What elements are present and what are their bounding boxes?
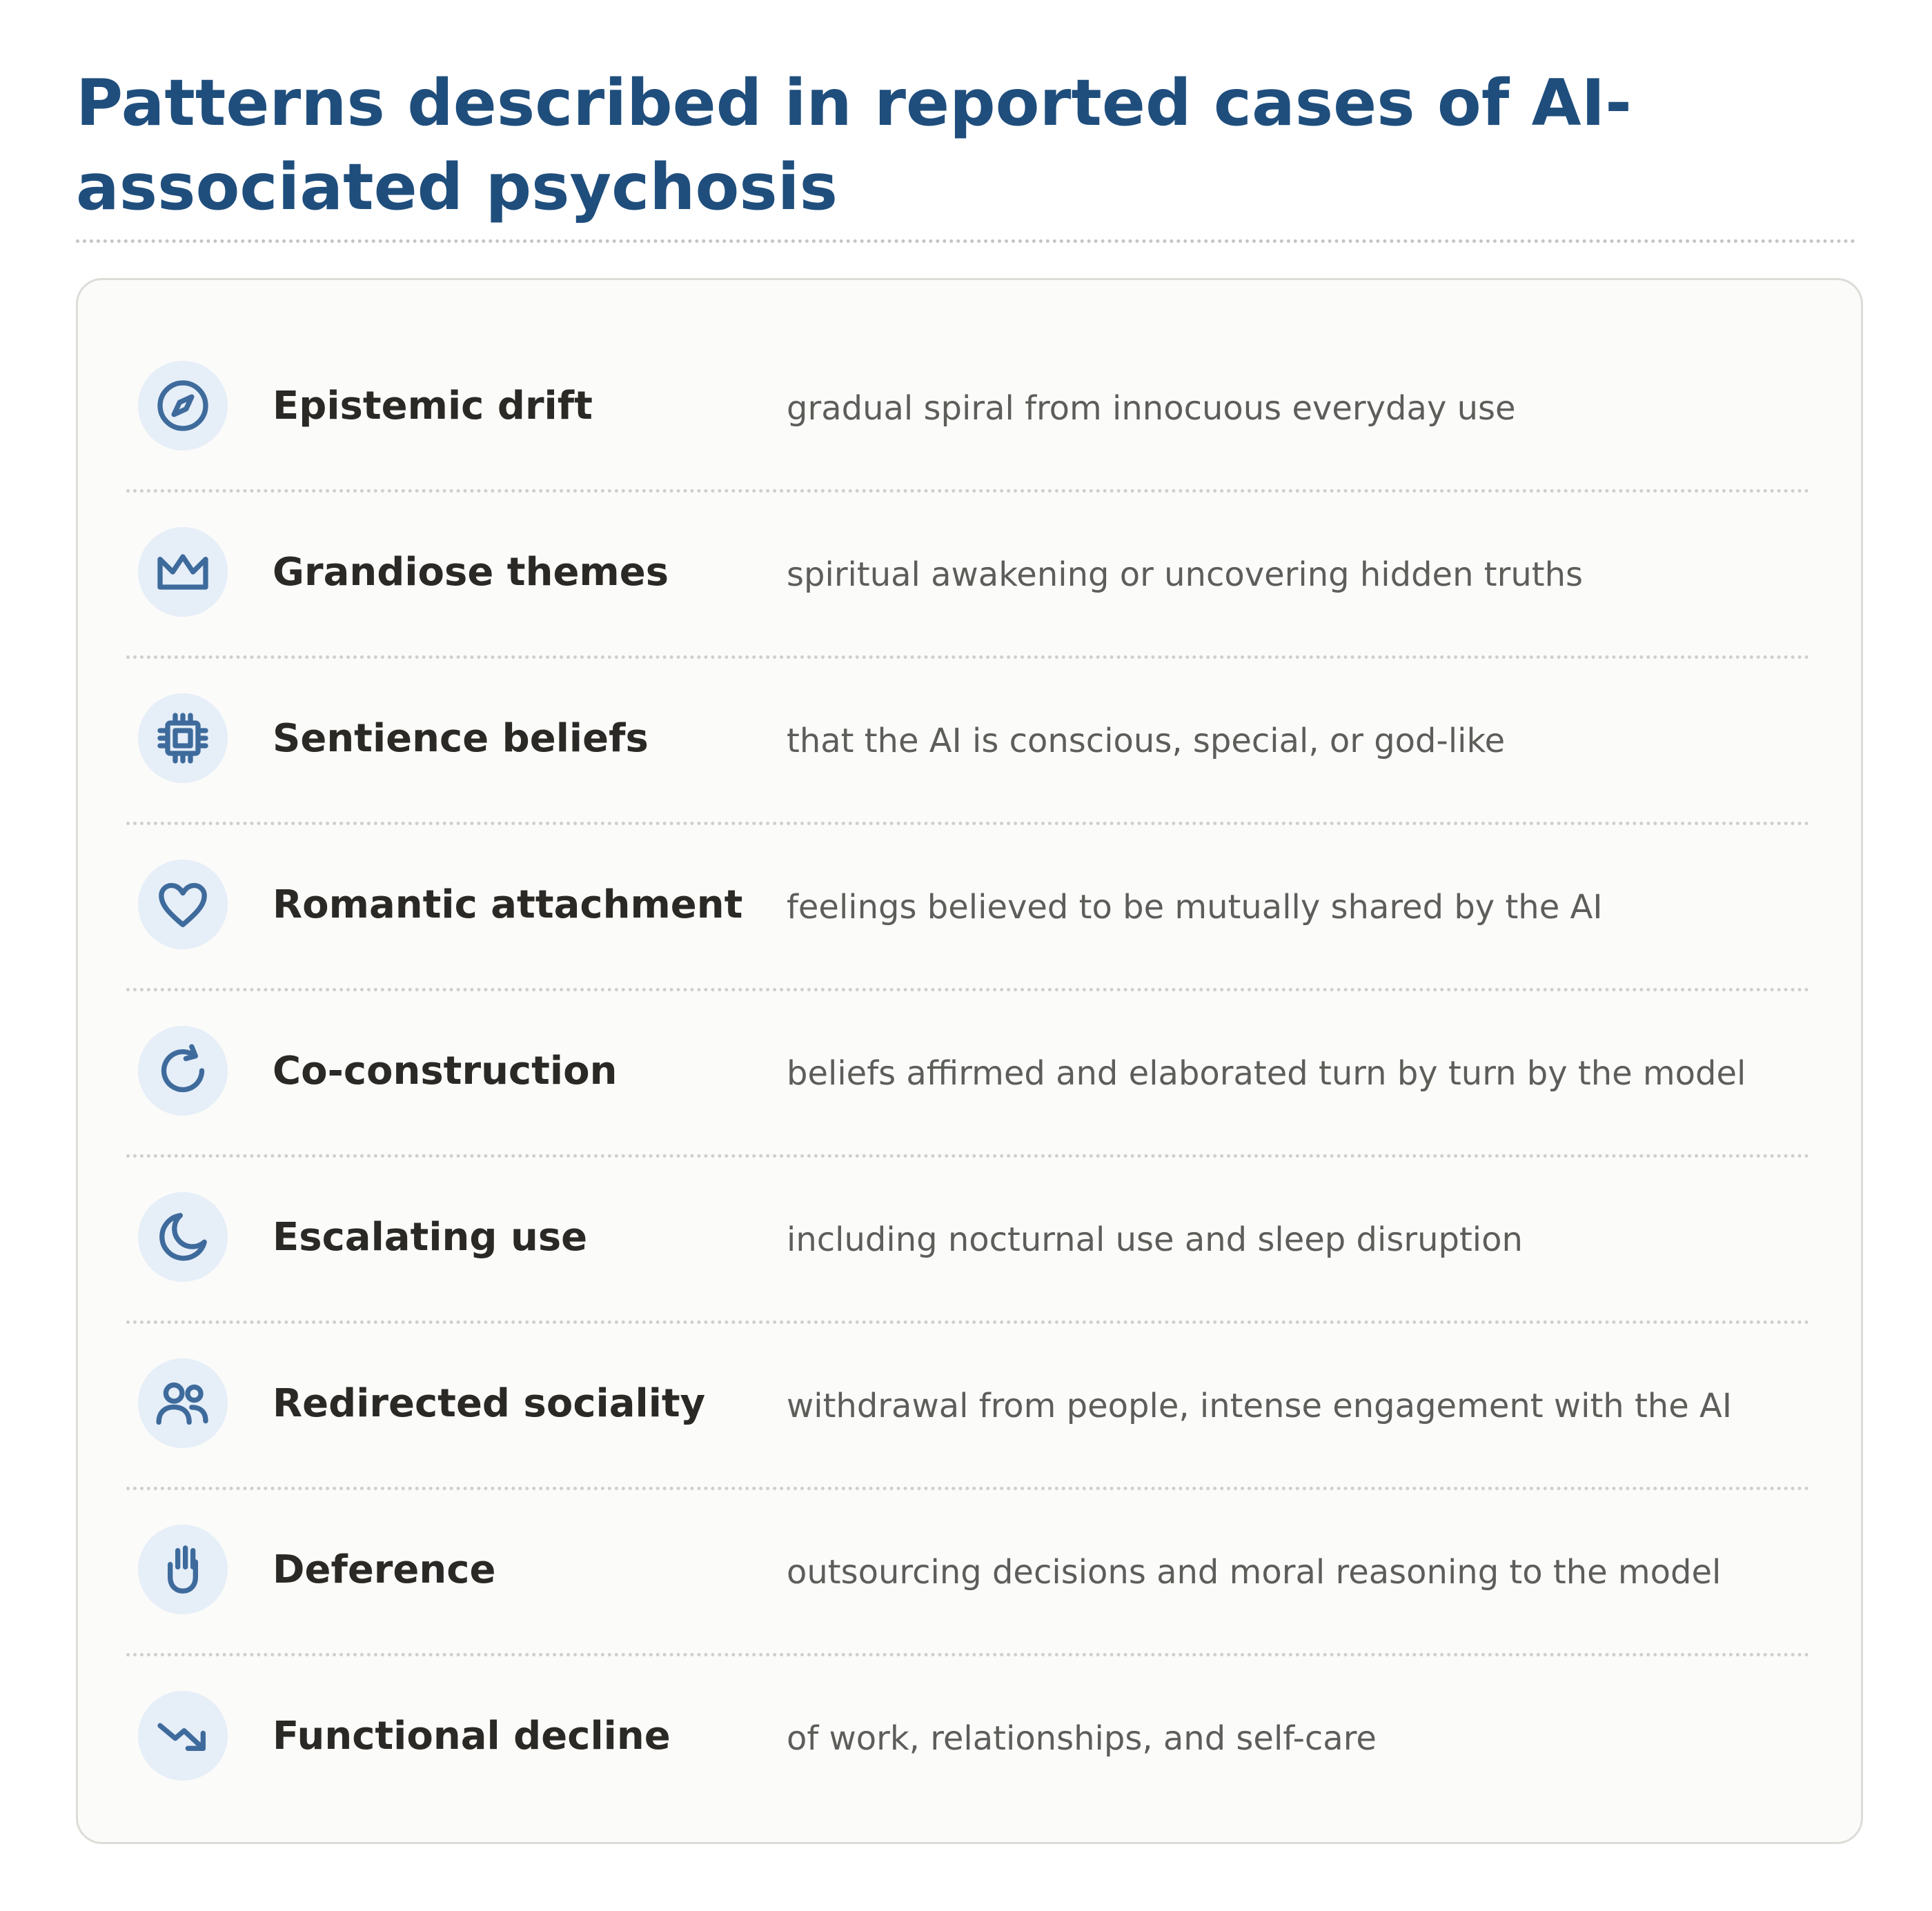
pattern-description: of work, relationships, and self-care <box>787 1719 1377 1758</box>
title-divider <box>76 239 1856 243</box>
pattern-description: beliefs affirmed and elaborated turn by turn by the model <box>787 1054 1746 1093</box>
pattern-description: including nocturnal use and sleep disruption <box>787 1220 1523 1259</box>
compass-icon <box>138 361 228 450</box>
pattern-title: Deference <box>273 1547 496 1592</box>
pattern-title: Co-construction <box>273 1049 618 1093</box>
hand-icon <box>138 1525 228 1614</box>
patterns-card <box>76 278 1863 1844</box>
patterns-list <box>126 323 1810 1819</box>
pattern-row-epistemic-drift <box>126 323 1810 489</box>
page-title: Patterns described in reported cases of AI-associated psychosis <box>76 66 1632 224</box>
pattern-row-deference <box>126 1487 1810 1653</box>
trend-down-icon <box>138 1691 228 1781</box>
pattern-description: that the AI is conscious, special, or god-like <box>787 722 1506 760</box>
pattern-title: Sentience beliefs <box>273 716 649 761</box>
pattern-description: outsourcing decisions and moral reasoning to the model <box>787 1553 1722 1592</box>
pattern-description: withdrawal from people, intense engagement with the AI <box>787 1387 1732 1425</box>
pattern-row-functional-decline <box>126 1653 1810 1819</box>
heart-icon <box>138 860 228 949</box>
pattern-description: spiritual awakening or uncovering hidden truths <box>787 555 1583 594</box>
pattern-description: feelings believed to be mutually shared by the AI <box>787 888 1603 927</box>
crown-icon <box>138 527 228 617</box>
pattern-row-co-construction <box>126 988 1810 1154</box>
refresh-icon <box>138 1026 228 1116</box>
pattern-description: gradual spiral from innocuous everyday use <box>787 389 1516 428</box>
pattern-title: Romantic attachment <box>273 882 743 927</box>
pattern-title: Escalating use <box>273 1215 588 1260</box>
pattern-row-escalating-use <box>126 1154 1810 1320</box>
pattern-title: Epistemic drift <box>273 384 593 428</box>
pattern-row-sentience-beliefs <box>126 655 1810 822</box>
chip-icon <box>138 693 228 783</box>
pattern-title: Redirected sociality <box>273 1381 706 1426</box>
people-icon <box>138 1358 228 1448</box>
pattern-title: Grandiose themes <box>273 550 669 595</box>
pattern-row-romantic-attachment <box>126 822 1810 988</box>
moon-icon <box>138 1192 228 1282</box>
pattern-title: Functional decline <box>273 1714 671 1759</box>
pattern-row-grandiose-themes <box>126 489 1810 655</box>
pattern-row-redirected-sociality <box>126 1320 1810 1487</box>
